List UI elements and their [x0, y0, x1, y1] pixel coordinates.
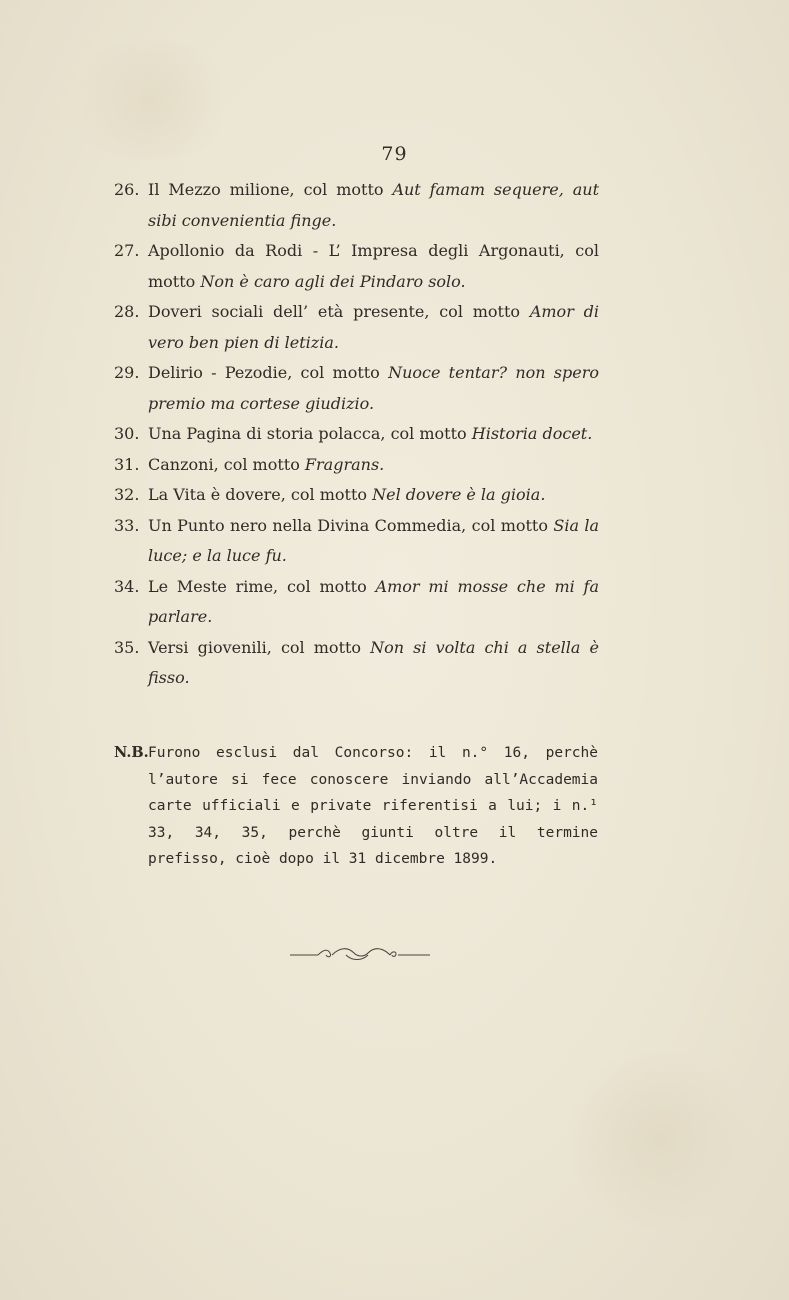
entry-motto: Nuoce tentar? non spero premio ma cortese giudizio. [148, 363, 600, 413]
entry-number: 34. [114, 576, 140, 596]
entry-motto: Fragrans. [304, 454, 385, 474]
entry-number: 27. [114, 241, 140, 260]
list-item [114, 572, 599, 633]
list-item [114, 419, 599, 450]
entry-title: Delirio - Pezodie, col motto [148, 363, 389, 382]
list-item [114, 175, 599, 236]
paper-stain [560, 1050, 760, 1230]
page-number: 79 [381, 143, 408, 165]
paper-stain [60, 40, 240, 160]
entry-title: Versi giovenili, col motto [148, 637, 371, 657]
entry-title: Il Mezzo milione, col motto [148, 180, 393, 199]
list-item [114, 358, 599, 419]
list-item [114, 633, 599, 694]
decorative-flourish-icon [288, 943, 432, 965]
entry-title: Un Punto nero nella Divina Commedia, col motto [148, 515, 554, 535]
entry-motto: Non è caro agli dei Pindaro solo. [200, 271, 466, 291]
entry-motto: Amor di vero ben pien di letizia. [148, 302, 599, 352]
entry-number: 33. [114, 515, 140, 535]
list-item [114, 297, 599, 358]
list-item [114, 511, 599, 572]
entry-title: La Vita è dovere, col motto [148, 485, 373, 504]
entry-motto: Aut famam sequere, aut sibi convenientia finge. [148, 180, 600, 230]
entry-motto: Amor mi mosse che mi fa parlare. [148, 576, 600, 626]
footnote [114, 740, 598, 873]
entry-number: 31. [114, 454, 140, 474]
list-item [114, 236, 599, 297]
entry-title: Apollonio da Rodi - L’ Impresa degli Argonauti, col motto [148, 241, 599, 291]
list-item [114, 480, 599, 511]
entry-title: Doveri sociali dell’ età presente, col motto [148, 302, 530, 321]
entry-number: 28. [114, 302, 140, 321]
entry-motto: Nel dovere è la gioia. [372, 485, 546, 504]
entry-title: Una Pagina di storia polacca, col motto [148, 424, 472, 443]
entry-title: Canzoni, col motto [148, 454, 305, 474]
entry-motto: Sia la luce; e la luce fu. [148, 515, 600, 565]
entry-motto: Historia docet. [471, 424, 593, 443]
footnote-text: Furono esclusi dal Concorso: il n.° 16, perchè l’autore si fece conoscere inviando all’Accademia carte ufficiali e private riferentisi a lui; i n.¹ 33, 34, 35, perchè giunti oltre il termine prefisso, cioè dopo il 31 dicembre 1899. [148, 745, 598, 867]
entry-number: 35. [114, 637, 140, 657]
entry-number: 29. [114, 363, 140, 382]
entry-list [114, 175, 599, 694]
entry-title: Le Meste rime, col motto [148, 576, 376, 596]
entry-motto: Non si volta chi a stella è fisso. [148, 637, 600, 687]
entry-number: 26. [114, 180, 140, 199]
list-item [114, 450, 599, 481]
footnote-label: N.B. [114, 744, 149, 761]
entry-number: 32. [114, 485, 140, 504]
entry-number: 30. [114, 424, 140, 443]
